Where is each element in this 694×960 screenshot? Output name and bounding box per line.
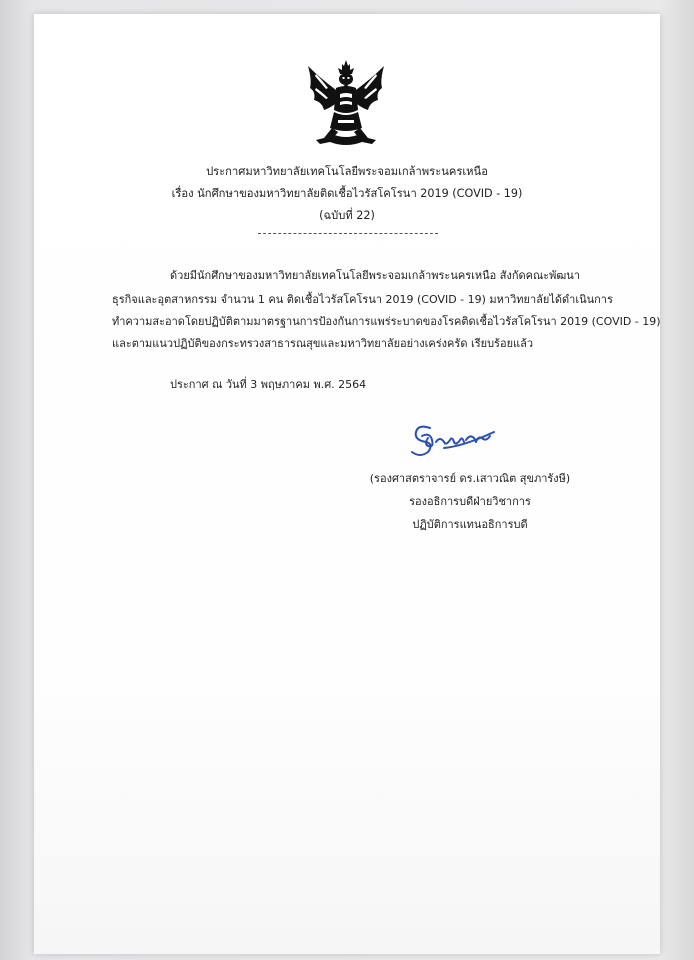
announcement-date: ประกาศ ณ วันที่ 3 พฤษภาคม พ.ศ. 2564 bbox=[170, 378, 367, 391]
signer-position-2: ปฏิบัติการแทนอธิการบดี bbox=[412, 518, 528, 531]
announcement-subject: เรื่อง นักศึกษาของมหาวิทยาลัยติดเชื้อไวรัสโคโรนา 2019 (COVID - 19) bbox=[171, 187, 523, 200]
announcement-edition: (ฉบับที่ 22) bbox=[319, 209, 375, 222]
body-line-4: และตามแนวปฏิบัติของกระทรวงสาธารณสุขและมหาวิทยาลัยอย่างเคร่งครัด เรียบร้อยแล้ว bbox=[112, 337, 534, 350]
body-line-3: ทำความสะอาดโดยปฏิบัติตามมาตรฐานการป้องกันการแพร่ระบาดของโรคติดเชื้อไวรัสโคโรนา 2019 (COVID - 19) bbox=[112, 315, 661, 328]
signature-image bbox=[404, 420, 500, 458]
announcement-title: ประกาศมหาวิทยาลัยเทคโนโลยีพระจอมเกล้าพระนครเหนือ bbox=[206, 165, 488, 178]
garuda-emblem-icon bbox=[302, 58, 390, 148]
signer-name: (รองศาสตราจารย์ ดร.เสาวณิต สุขภารังษี) bbox=[369, 472, 571, 485]
signer-position-1: รองอธิการบดีฝ่ายวิชาการ bbox=[409, 495, 531, 508]
body-line-2: ธุรกิจและอุตสาหกรรม จำนวน 1 คน ติดเชื้อไวรัสโคโรนา 2019 (COVID - 19) มหาวิทยาลัยได้ดำเนินการ bbox=[112, 293, 613, 306]
body-line-1: ด้วยมีนักศึกษาของมหาวิทยาลัยเทคโนโลยีพระจอมเกล้าพระนครเหนือ สังกัดคณะพัฒนา bbox=[170, 269, 581, 282]
header-divider bbox=[258, 233, 438, 234]
